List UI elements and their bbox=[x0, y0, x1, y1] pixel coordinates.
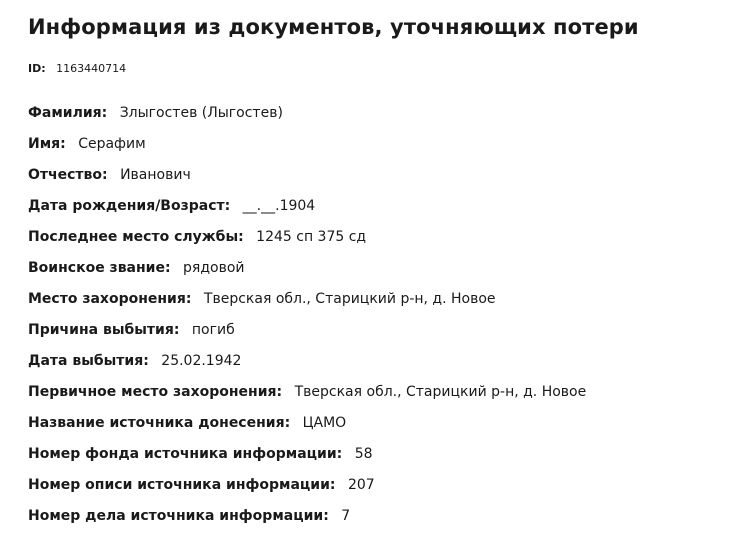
record-id-label: ID: bbox=[28, 62, 46, 75]
field-burial-place bbox=[28, 289, 586, 320]
field-value: Тверская обл., Старицкий р-н, д. Новое bbox=[294, 384, 587, 400]
field-primary-burial-place bbox=[28, 382, 586, 413]
field-label: Дата выбытия: bbox=[28, 353, 149, 369]
field-value: Серафим bbox=[78, 136, 146, 152]
field-label: Номер фонда источника информации: bbox=[28, 446, 343, 462]
field-military-rank bbox=[28, 258, 586, 289]
field-label: Имя: bbox=[28, 136, 66, 152]
field-value: Иванович bbox=[120, 167, 191, 183]
field-report-source bbox=[28, 413, 586, 444]
field-label: Номер описи источника информации: bbox=[28, 477, 336, 493]
field-label: Первичное место захоронения: bbox=[28, 384, 283, 400]
page-title: Информация из документов, уточняющих потери bbox=[28, 15, 639, 39]
field-surname bbox=[28, 103, 586, 134]
field-value: __.__.1904 bbox=[242, 198, 316, 214]
record-fields-list bbox=[28, 103, 586, 537]
field-value: 58 bbox=[354, 446, 373, 462]
field-reason-of-loss bbox=[28, 320, 586, 351]
field-fond-number bbox=[28, 444, 586, 475]
field-value: Тверская обл., Старицкий р-н, д. Новое bbox=[203, 291, 496, 307]
field-label: Причина выбытия: bbox=[28, 322, 180, 338]
field-inventory-number bbox=[28, 475, 586, 506]
field-patronymic bbox=[28, 165, 586, 196]
field-value: Злыгостев (Лыгостев) bbox=[119, 105, 283, 121]
field-value: 25.02.1942 bbox=[161, 353, 242, 369]
field-value: ЦАМО bbox=[302, 415, 347, 431]
field-label: Дата рождения/Возраст: bbox=[28, 198, 231, 214]
field-file-number bbox=[28, 506, 586, 537]
field-label: Фамилия: bbox=[28, 105, 108, 121]
field-label: Место захоронения: bbox=[28, 291, 192, 307]
field-value: 7 bbox=[341, 508, 351, 524]
record-id-value: 1163440714 bbox=[56, 62, 127, 75]
field-birth-date bbox=[28, 196, 586, 227]
field-value: погиб bbox=[191, 322, 235, 338]
field-last-service-place bbox=[28, 227, 586, 258]
field-value: 1245 сп 375 сд bbox=[256, 229, 367, 245]
field-first-name bbox=[28, 134, 586, 165]
field-label: Воинское звание: bbox=[28, 260, 171, 276]
field-label: Номер дела источника информации: bbox=[28, 508, 329, 524]
field-label: Последнее место службы: bbox=[28, 229, 244, 245]
record-id bbox=[28, 62, 126, 75]
field-value: 207 bbox=[347, 477, 375, 493]
field-label: Отчество: bbox=[28, 167, 108, 183]
field-value: рядовой bbox=[183, 260, 245, 276]
field-date-of-loss bbox=[28, 351, 586, 382]
field-label: Название источника донесения: bbox=[28, 415, 291, 431]
